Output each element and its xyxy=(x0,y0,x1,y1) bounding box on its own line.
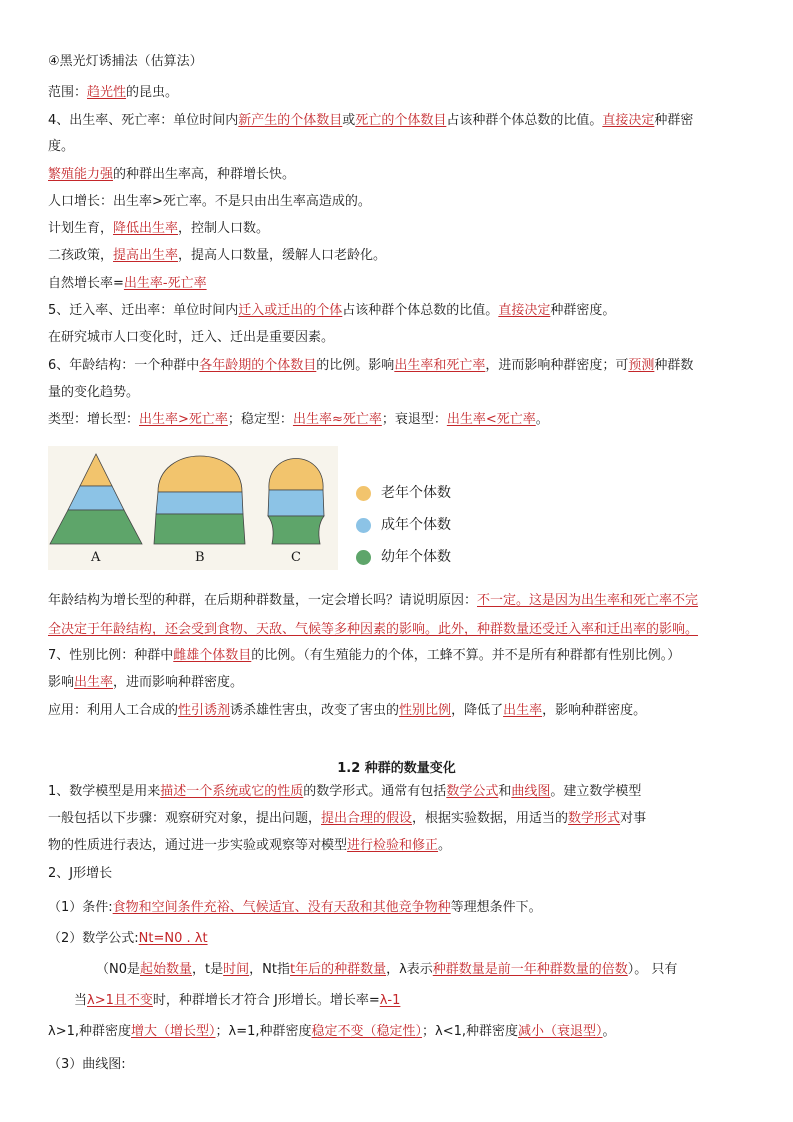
text: 时，种群增长才符合 J形增长。增长率= xyxy=(152,993,380,1008)
text: ，降低了 xyxy=(451,703,504,718)
line-migration-rate xyxy=(48,303,615,319)
key-term: λ>1且不变 xyxy=(87,993,153,1008)
text: 2、J形增长 xyxy=(48,866,113,881)
age-structure-figure xyxy=(48,446,338,570)
text: ，提高人口数量，缓解人口老龄化。 xyxy=(178,248,387,263)
text: ，进而影响种群密度；可 xyxy=(485,358,629,373)
line-two-child-policy xyxy=(48,248,386,264)
line-age-structure xyxy=(48,358,693,374)
text: ，进而影响种群密度。 xyxy=(113,675,244,690)
pyramid-a-adult xyxy=(68,486,124,510)
legend-item-adult xyxy=(356,514,451,534)
text: 1、数学模型是用来 xyxy=(48,784,161,799)
line-formula-explain xyxy=(96,962,677,978)
figure-label-b: B xyxy=(195,550,205,565)
text: 4、出生率、死亡率：单位时间内 xyxy=(48,113,239,128)
line-j-growth xyxy=(48,866,112,882)
key-term: 提高出生率 xyxy=(113,248,179,263)
key-term: 数学公式 xyxy=(446,784,499,799)
key-term: 出生率 xyxy=(74,675,114,690)
line-curve xyxy=(48,1057,126,1073)
key-term: t年后的种群数量 xyxy=(289,962,387,977)
text: 的比例。影响 xyxy=(316,358,395,373)
key-term: 进行检验和修正 xyxy=(347,838,439,853)
key-term: 雌雄个体数目 xyxy=(173,648,252,663)
key-term: 各年龄期的个体数目 xyxy=(199,358,317,373)
pyramid-a-young xyxy=(50,510,142,544)
line-question-answer xyxy=(48,622,698,638)
text: 。 xyxy=(535,412,549,427)
text: 的数学形式。通常有包括 xyxy=(303,784,447,799)
legend-item-old xyxy=(356,482,451,502)
text: 一般包括以下步骤：观察研究对象，提出问题， xyxy=(48,811,322,826)
key-term: 提出合理的假设 xyxy=(321,811,413,826)
legend-swatch xyxy=(356,518,371,533)
key-term: 性别比例 xyxy=(399,703,452,718)
text: 自然增长率= xyxy=(48,276,124,291)
text: 7、性别比例：种群中 xyxy=(48,648,174,663)
line-scope xyxy=(48,85,178,101)
line-lambda-density xyxy=(48,1024,616,1040)
key-term: 不一定。这是因为出生率和死亡率不完 xyxy=(477,593,699,608)
pyramid-a-old xyxy=(80,454,112,486)
text: ；稳定型： xyxy=(227,412,293,427)
key-term: 出生率 xyxy=(503,703,543,718)
line-reproduction xyxy=(48,167,295,183)
line-family-planning xyxy=(48,221,269,237)
text: ，Nt指 xyxy=(249,962,290,977)
line-j-condition xyxy=(48,900,542,916)
text: 和 xyxy=(498,784,512,799)
text: 在研究城市人口变化时，迁入、迁出是重要因素。 xyxy=(48,330,335,345)
text: 人口增长：出生率>死亡率。不是只由出生率高造成的。 xyxy=(48,194,371,209)
key-term: 食物和空间条件充裕、气候适宜、没有天敌和其他竞争物种 xyxy=(112,900,451,915)
line-sex-ratio-effect xyxy=(48,675,243,691)
key-term: 种群数量是前一年种群数量的倍数 xyxy=(432,962,628,977)
line-birth-death-rate xyxy=(48,113,693,129)
text: 类型：增长型： xyxy=(48,412,140,427)
text: 的种群出生率高，种群增长快。 xyxy=(113,167,296,182)
pyramid-c-old xyxy=(269,459,323,491)
legend-label: 幼年个体数 xyxy=(381,549,451,565)
key-term: 直接决定 xyxy=(498,303,551,318)
formula: Nt=N0 . λt xyxy=(138,931,208,946)
pyramid-b-young xyxy=(154,514,245,544)
text: 的比例。（有生殖能力的个体，工蜂不算。并不是所有种群都有性别比例。） xyxy=(251,648,681,663)
text: 应用：利用人工合成的 xyxy=(48,703,179,718)
key-term: 起始数量 xyxy=(140,962,193,977)
line-math-model-steps xyxy=(48,811,646,827)
text: 占该种群个体总数的比值。 xyxy=(446,113,603,128)
line-trap-method xyxy=(48,54,203,70)
key-term: 数学形式 xyxy=(568,811,621,826)
text: ，控制人口数。 xyxy=(178,221,270,236)
text: ；λ<1,种群密度 xyxy=(422,1024,519,1039)
text: ，λ表示 xyxy=(386,962,433,977)
key-term: 减小（衰退型） xyxy=(518,1024,603,1039)
key-term: 性引诱剂 xyxy=(178,703,231,718)
text: 的昆虫。 xyxy=(126,85,179,100)
text: ；衰退型： xyxy=(381,412,447,427)
legend-label: 老年个体数 xyxy=(381,485,451,501)
text: （3）曲线图: xyxy=(48,1057,126,1072)
text: 当 xyxy=(74,993,88,1008)
legend-swatch xyxy=(356,550,371,565)
text: ，影响种群密度。 xyxy=(542,703,647,718)
line-population-growth xyxy=(48,194,371,210)
text: 6、年龄结构：一个种群中 xyxy=(48,358,200,373)
text: 量的变化趋势。 xyxy=(48,385,140,400)
line-types xyxy=(48,412,549,428)
line-math-model xyxy=(48,784,641,800)
pyramid-b-adult xyxy=(156,492,243,514)
section-title: 1.2 种群的数量变化 xyxy=(337,761,456,776)
text: 。建立数学模型 xyxy=(550,784,642,799)
key-term: 时间 xyxy=(223,962,250,977)
legend-label: 成年个体数 xyxy=(381,517,451,533)
pyramid-c-young xyxy=(268,516,324,544)
key-term: 新产生的个体数目 xyxy=(238,113,343,128)
text: 5、迁入率、迁出率：单位时间内 xyxy=(48,303,239,318)
text: 物的性质进行表达，通过进一步实验或观察等对模型 xyxy=(48,838,348,853)
key-term: 降低出生率 xyxy=(113,221,179,236)
key-term: 趋光性 xyxy=(87,85,127,100)
legend-item-young xyxy=(356,546,451,566)
key-term: 直接决定 xyxy=(602,113,655,128)
text: ，t是 xyxy=(192,962,224,977)
key-term: 稳定不变（稳定性） xyxy=(311,1024,423,1039)
key-term: 描述一个系统或它的性质 xyxy=(160,784,304,799)
text: 年龄结构为增长型的种群，在后期种群数量，一定会增长吗？请说明原因： xyxy=(48,593,478,608)
text: （1）条件: xyxy=(48,900,113,915)
text: 种群密 xyxy=(654,113,694,128)
text: 种群数 xyxy=(654,358,694,373)
key-term: 死亡的个体数目 xyxy=(355,113,447,128)
line-birth-death-rate-cont xyxy=(48,139,74,155)
key-term: 出生率>死亡率 xyxy=(139,412,228,427)
line-natural-growth xyxy=(48,276,207,292)
key-term: 繁殖能力强 xyxy=(48,167,114,182)
pyramid-b-old xyxy=(158,456,242,492)
key-term: 出生率≈死亡率 xyxy=(292,412,382,427)
key-term: 出生率和死亡率 xyxy=(394,358,486,373)
text: 诱杀雄性害虫，改变了害虫的 xyxy=(230,703,400,718)
text: 种群密度。 xyxy=(550,303,616,318)
text: ；λ=1,种群密度 xyxy=(215,1024,312,1039)
line-math-model-verify xyxy=(48,838,451,854)
key-term: 迁入或迁出的个体 xyxy=(238,303,343,318)
key-term: 增大（增长型） xyxy=(131,1024,216,1039)
text: 。 xyxy=(602,1024,616,1039)
text: 等理想条件下。 xyxy=(450,900,542,915)
text: ④黑光灯诱捕法（估算法） xyxy=(48,54,203,69)
legend-swatch xyxy=(356,486,371,501)
line-age-structure-cont xyxy=(48,385,139,401)
text: 对事 xyxy=(620,811,647,826)
line-city-population xyxy=(48,330,334,346)
key-term: 预测 xyxy=(628,358,655,373)
figure-label-a: A xyxy=(91,550,101,565)
line-sex-ratio xyxy=(48,648,680,664)
text: 占该种群个体总数的比值。 xyxy=(342,303,499,318)
text: λ>1,种群密度 xyxy=(48,1024,131,1039)
text: ，根据实验数据，用适当的 xyxy=(412,811,569,826)
line-lambda-condition xyxy=(74,993,400,1009)
pyramid-c-adult xyxy=(268,490,324,516)
key-term: 全决定于年龄结构，还会受到食物、天敌、气候等多种因素的影响。此外，种群数量还受迁入率和迁出率的影响。 xyxy=(48,622,699,637)
text: 度。 xyxy=(48,139,75,154)
text: 计划生育， xyxy=(48,221,114,236)
text: 二孩政策， xyxy=(48,248,114,263)
text: 或 xyxy=(342,113,356,128)
line-question xyxy=(48,593,698,609)
line-application xyxy=(48,703,646,719)
text: （2）数学公式: xyxy=(48,931,139,946)
figure-label-c: C xyxy=(291,550,301,565)
text: ）。 只有 xyxy=(627,962,678,977)
text: 范围： xyxy=(48,85,88,100)
text: 。 xyxy=(438,838,452,853)
key-term: 曲线图 xyxy=(511,784,551,799)
line-j-formula xyxy=(48,931,208,947)
text: 影响 xyxy=(48,675,75,690)
key-term: 出生率-死亡率 xyxy=(123,276,207,291)
key-term: 出生率<死亡率 xyxy=(446,412,536,427)
text: （N0是 xyxy=(96,962,140,977)
key-term: λ-1 xyxy=(379,993,401,1008)
